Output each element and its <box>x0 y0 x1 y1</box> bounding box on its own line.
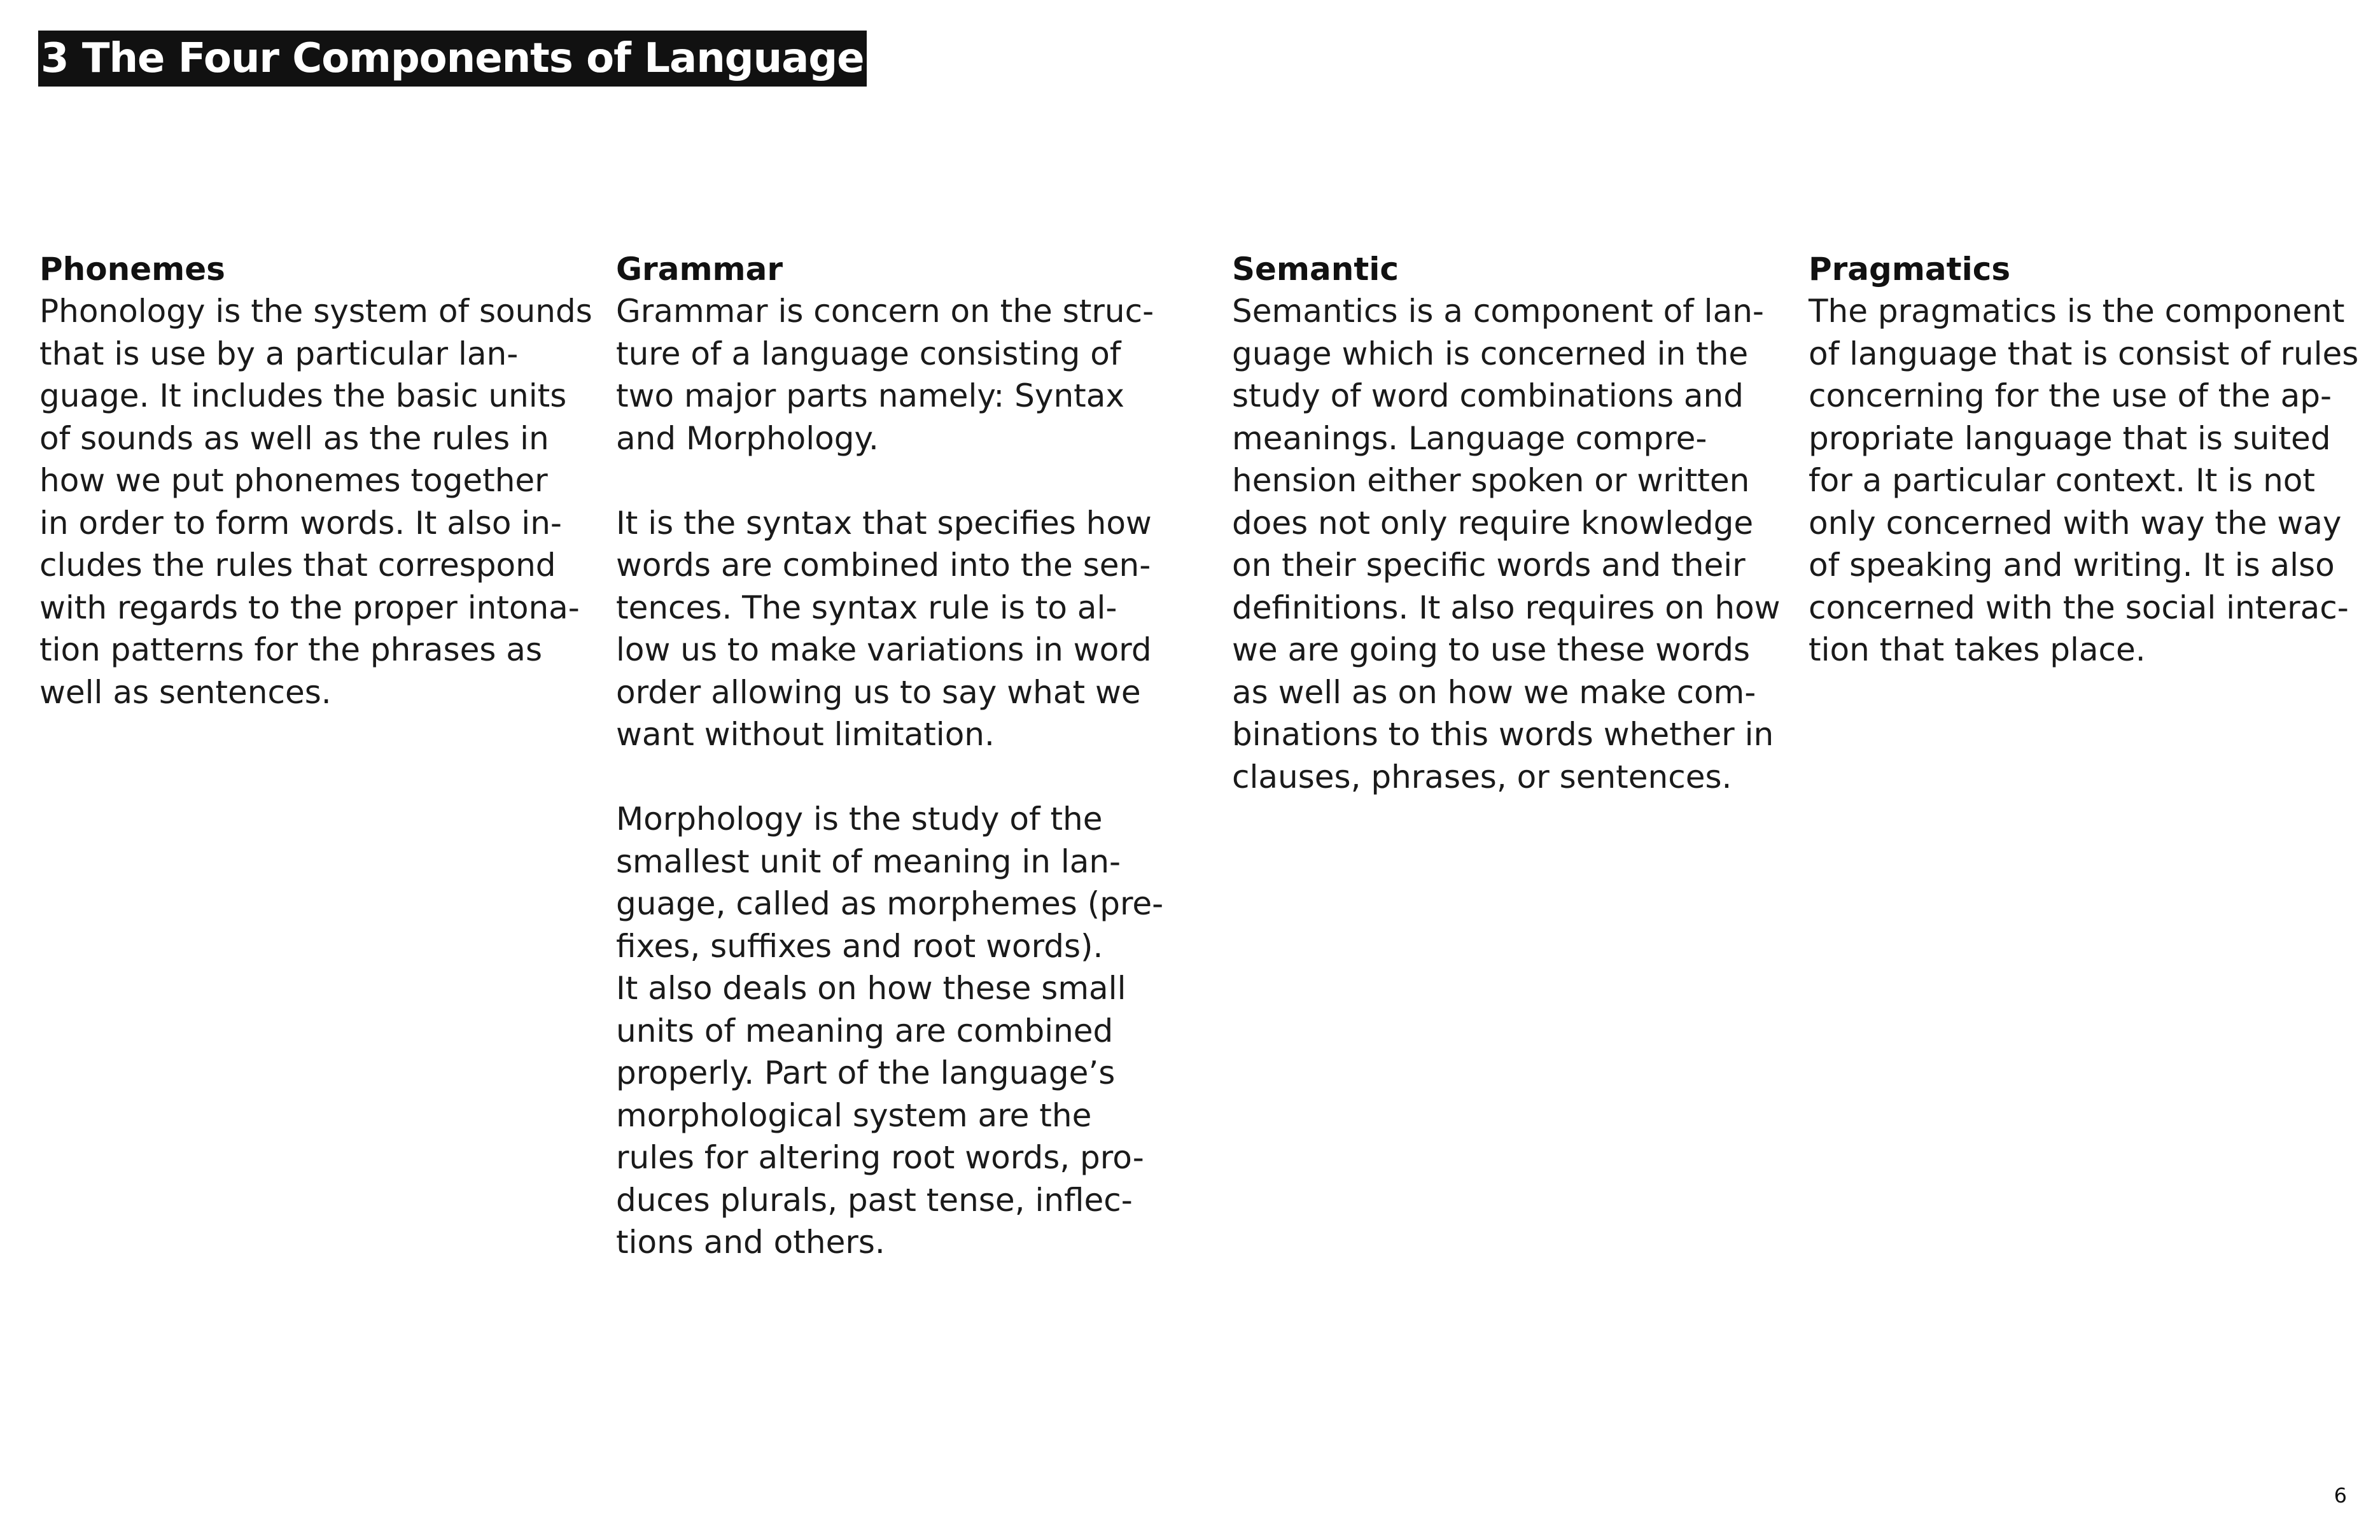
text-line: for a particular context. It is not <box>1809 462 2315 499</box>
text-line: as well as on how we make com- <box>1232 673 1756 711</box>
text-line: tences. The syntax rule is to al- <box>616 589 1117 626</box>
paragraph-semantic-1 <box>1232 290 1781 798</box>
text-line: tions and others. <box>616 1224 885 1261</box>
text-line: only concerned with way the way <box>1809 504 2342 542</box>
column-phonemes <box>39 248 592 713</box>
text-line: smallest unit of meaning in lan- <box>616 843 1121 880</box>
text-line: properly. Part of the language’s <box>616 1054 1116 1091</box>
text-line: study of word combinations and <box>1232 377 1744 414</box>
text-line: on their specific words and their <box>1232 547 1746 584</box>
text-line: tion that takes place. <box>1809 631 2146 668</box>
text-line: duces plurals, past tense, inflec- <box>616 1181 1133 1219</box>
paragraph-grammar-1 <box>616 290 1157 459</box>
text-line: Phonology is the system of sounds <box>39 293 592 330</box>
text-line: guage which is concerned in the <box>1232 335 1749 372</box>
text-line: two major parts namely: Syntax <box>616 377 1124 414</box>
text-line: rules for altering root words, pro- <box>616 1139 1144 1176</box>
paragraph-grammar-3 <box>616 798 1164 1264</box>
text-line: hension either spoken or written <box>1232 462 1750 499</box>
text-line: of language that is consist of rules <box>1809 335 2359 372</box>
text-line: Semantics is a component of lan- <box>1232 293 1764 330</box>
text-line: concerned with the social interac- <box>1809 589 2349 626</box>
paragraph-phonemes-1 <box>39 290 592 713</box>
text-line: tion patterns for the phrases as <box>39 631 542 668</box>
text-line: clauses, phrases, or sentences. <box>1232 758 1732 795</box>
column-pragmatics <box>1809 248 2362 671</box>
paragraph-grammar-2 <box>616 502 1157 756</box>
text-line: of sounds as well as the rules in <box>39 419 549 457</box>
text-line: words are combined into the sen- <box>616 547 1151 584</box>
text-line: meanings. Language compre- <box>1232 419 1707 457</box>
page-number: 6 <box>2334 1483 2347 1508</box>
section-heading-semantic: Semantic <box>1232 251 1399 288</box>
text-line: guage, called as morphemes (pre- <box>616 885 1164 922</box>
text-line: well as sentences. <box>39 673 332 711</box>
text-line: ture of a language consisting of <box>616 335 1121 372</box>
column-grammar <box>616 248 1164 1264</box>
text-line: propriate language that is suited <box>1809 419 2331 457</box>
text-line: The pragmatics is the component <box>1809 293 2345 330</box>
section-heading-phonemes: Phonemes <box>39 251 225 288</box>
text-line: in order to form words. It also in- <box>39 504 562 542</box>
text-line: of speaking and writing. It is also <box>1809 547 2335 584</box>
section-heading-grammar: Grammar <box>616 251 783 288</box>
text-line: guage. It includes the basic units <box>39 377 567 414</box>
text-line: units of meaning are combined <box>616 1012 1114 1049</box>
paragraph-pragmatics-1 <box>1809 290 2362 671</box>
text-line: Grammar is concern on the struc- <box>616 293 1154 330</box>
text-line: fixes, suffixes and root words). <box>616 927 1103 965</box>
text-line: low us to make variations in word <box>616 631 1152 668</box>
text-line: we are going to use these words <box>1232 631 1751 668</box>
paragraph-spacer <box>616 459 1157 502</box>
text-line: It also deals on how these small <box>616 970 1126 1007</box>
text-line: definitions. It also requires on how <box>1232 589 1781 626</box>
text-line: that is use by a particular lan- <box>39 335 519 372</box>
text-line: with regards to the proper intona- <box>39 589 580 626</box>
text-line: order allowing us to say what we <box>616 673 1141 711</box>
text-line: binations to this words whether in <box>1232 716 1774 753</box>
column-semantic <box>1232 248 1781 798</box>
text-line: does not only require knowledge <box>1232 504 1754 542</box>
text-line: It is the syntax that specifies how <box>616 504 1152 542</box>
text-line: concerning for the use of the ap- <box>1809 377 2332 414</box>
text-line: Morphology is the study of the <box>616 801 1103 837</box>
text-line: and Morphology. <box>616 419 879 457</box>
text-line: want without limitation. <box>616 716 995 753</box>
text-line: cludes the rules that correspond <box>39 547 556 584</box>
paragraph-spacer <box>616 756 1157 799</box>
text-line: morphological system are the <box>616 1096 1092 1134</box>
page-title: 3 The Four Components of Language <box>38 31 867 87</box>
section-heading-pragmatics: Pragmatics <box>1809 251 2011 288</box>
text-line: how we put phonemes together <box>39 462 548 499</box>
